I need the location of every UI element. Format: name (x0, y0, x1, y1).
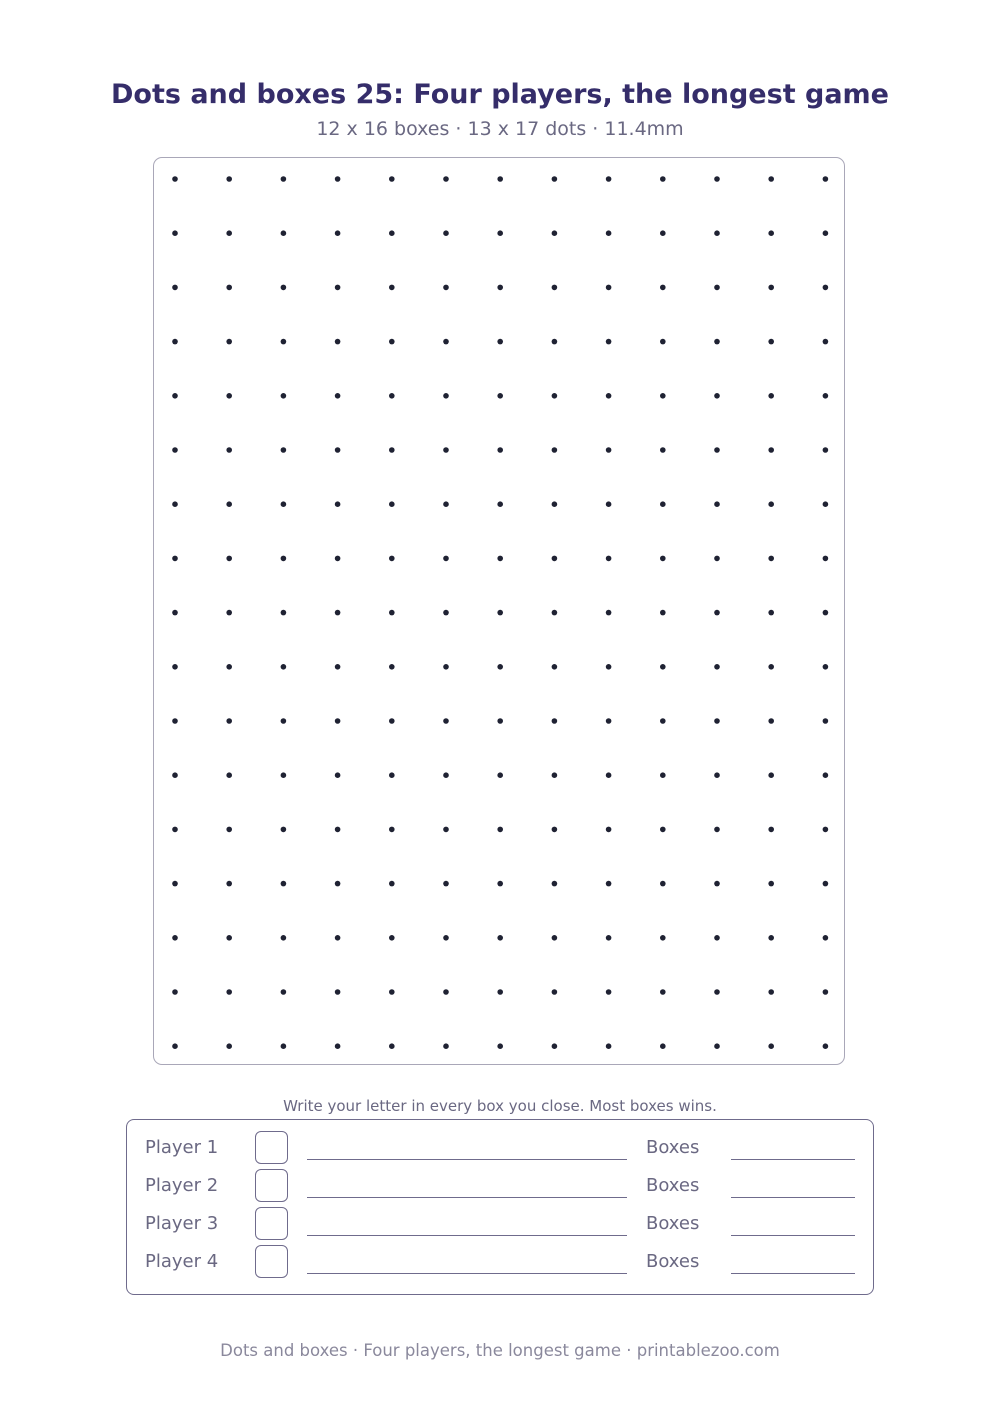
grid-dot[interactable] (497, 664, 503, 670)
grid-dot[interactable] (443, 230, 449, 236)
grid-dot[interactable] (226, 826, 232, 832)
grid-dot[interactable] (172, 284, 178, 290)
grid-dot[interactable] (280, 176, 286, 182)
grid-dot[interactable] (334, 664, 340, 670)
grid-dot[interactable] (334, 826, 340, 832)
grid-dot[interactable] (822, 555, 828, 561)
grid-dot[interactable] (334, 1043, 340, 1049)
grid-dot[interactable] (389, 393, 395, 399)
grid-dot[interactable] (497, 393, 503, 399)
grid-dot[interactable] (768, 555, 774, 561)
grid-dot[interactable] (389, 230, 395, 236)
player-letter-box[interactable] (255, 1131, 288, 1164)
grid-dot[interactable] (389, 284, 395, 290)
grid-dot[interactable] (226, 393, 232, 399)
grid-dot[interactable] (714, 230, 720, 236)
grid-dot[interactable] (822, 501, 828, 507)
boxes-label: Boxes (646, 1251, 700, 1272)
grid-dot[interactable] (768, 1043, 774, 1049)
player-row-3 (127, 1207, 875, 1241)
dot-grid[interactable] (153, 157, 845, 1065)
grid-dot[interactable] (226, 664, 232, 670)
grid-dot[interactable] (714, 826, 720, 832)
grid-dot[interactable] (497, 176, 503, 182)
grid-dot[interactable] (226, 609, 232, 615)
grid-dot[interactable] (822, 609, 828, 615)
grid-dot[interactable] (822, 176, 828, 182)
player-label: Player 1 (145, 1137, 219, 1158)
grid-dot[interactable] (768, 447, 774, 453)
grid-dot[interactable] (172, 718, 178, 724)
player-label: Player 3 (145, 1213, 219, 1234)
grid-dot[interactable] (768, 230, 774, 236)
grid-dot[interactable] (280, 555, 286, 561)
grid-dot[interactable] (714, 338, 720, 344)
grid-dot[interactable] (768, 935, 774, 941)
grid-dot[interactable] (551, 230, 557, 236)
grid-dot[interactable] (443, 284, 449, 290)
grid-dot[interactable] (497, 555, 503, 561)
boxes-count-line[interactable] (731, 1159, 855, 1160)
grid-dot[interactable] (389, 555, 395, 561)
grid-dot[interactable] (389, 989, 395, 995)
grid-dot[interactable] (497, 935, 503, 941)
grid-dot[interactable] (334, 284, 340, 290)
grid-dot[interactable] (334, 772, 340, 778)
grid-dot[interactable] (172, 826, 178, 832)
page-subtitle: 12 x 16 boxes · 13 x 17 dots · 11.4mm (316, 118, 684, 140)
grid-dot[interactable] (226, 989, 232, 995)
grid-dot[interactable] (822, 664, 828, 670)
grid-dot[interactable] (172, 772, 178, 778)
grid-dot[interactable] (334, 935, 340, 941)
grid-dot[interactable] (172, 393, 178, 399)
player-letter-box[interactable] (255, 1207, 288, 1240)
grid-dot[interactable] (280, 718, 286, 724)
boxes-count-line[interactable] (731, 1235, 855, 1236)
grid-dot[interactable] (443, 501, 449, 507)
grid-dot[interactable] (497, 989, 503, 995)
grid-dot[interactable] (660, 826, 666, 832)
player-label: Player 2 (145, 1175, 219, 1196)
grid-dot[interactable] (280, 284, 286, 290)
grid-dot[interactable] (768, 826, 774, 832)
grid-dot[interactable] (497, 501, 503, 507)
grid-dot[interactable] (226, 284, 232, 290)
grid-dot[interactable] (226, 718, 232, 724)
grid-dot[interactable] (389, 826, 395, 832)
grid-dot[interactable] (443, 176, 449, 182)
grid-dot[interactable] (605, 664, 611, 670)
grid-dot[interactable] (551, 880, 557, 886)
grid-dot[interactable] (605, 230, 611, 236)
player-row-4 (127, 1245, 875, 1279)
grid-dot[interactable] (822, 880, 828, 886)
grid-dot[interactable] (660, 935, 666, 941)
grid-dot[interactable] (443, 772, 449, 778)
grid-dot[interactable] (822, 338, 828, 344)
grid-dot[interactable] (389, 1043, 395, 1049)
grid-dot[interactable] (605, 393, 611, 399)
boxes-label: Boxes (646, 1213, 700, 1234)
boxes-label: Boxes (646, 1137, 700, 1158)
grid-dot[interactable] (497, 230, 503, 236)
grid-dot[interactable] (660, 609, 666, 615)
grid-dot[interactable] (714, 772, 720, 778)
grid-dot[interactable] (551, 989, 557, 995)
grid-dot[interactable] (714, 1043, 720, 1049)
grid-dot[interactable] (551, 1043, 557, 1049)
grid-dot[interactable] (443, 609, 449, 615)
grid-dot[interactable] (605, 826, 611, 832)
grid-dot[interactable] (551, 501, 557, 507)
grid-dot[interactable] (714, 880, 720, 886)
player-letter-box[interactable] (255, 1169, 288, 1202)
grid-dot[interactable] (389, 501, 395, 507)
grid-dot[interactable] (443, 664, 449, 670)
grid-dot[interactable] (551, 664, 557, 670)
grid-dot[interactable] (660, 176, 666, 182)
grid-dot[interactable] (605, 501, 611, 507)
grid-dot[interactable] (605, 609, 611, 615)
grid-dot[interactable] (768, 880, 774, 886)
grid-dot[interactable] (551, 338, 557, 344)
grid-dot[interactable] (605, 555, 611, 561)
grid-dot[interactable] (768, 609, 774, 615)
grid-dot[interactable] (389, 880, 395, 886)
grid-dot[interactable] (280, 230, 286, 236)
grid-dot[interactable] (226, 447, 232, 453)
grid-dot[interactable] (605, 772, 611, 778)
grid-dot[interactable] (497, 1043, 503, 1049)
grid-dot[interactable] (660, 447, 666, 453)
player-row-1 (127, 1131, 875, 1165)
grid-dot[interactable] (551, 284, 557, 290)
grid-dot[interactable] (660, 393, 666, 399)
grid-dot[interactable] (172, 935, 178, 941)
grid-dot[interactable] (226, 880, 232, 886)
grid-dot[interactable] (334, 555, 340, 561)
grid-dot[interactable] (280, 826, 286, 832)
grid-dot[interactable] (389, 338, 395, 344)
grid-dot[interactable] (714, 935, 720, 941)
grid-dot[interactable] (389, 176, 395, 182)
player-label: Player 4 (145, 1251, 219, 1272)
grid-dot[interactable] (389, 772, 395, 778)
grid-dot[interactable] (172, 555, 178, 561)
grid-dot[interactable] (172, 1043, 178, 1049)
boxes-label: Boxes (646, 1175, 700, 1196)
page-title: Dots and boxes 25: Four players, the longest game (111, 79, 889, 110)
grid-dot[interactable] (768, 338, 774, 344)
grid-dot[interactable] (605, 880, 611, 886)
grid-dot[interactable] (280, 989, 286, 995)
grid-dot[interactable] (226, 1043, 232, 1049)
grid-dot[interactable] (334, 393, 340, 399)
grid-dot[interactable] (443, 447, 449, 453)
grid-dot[interactable] (551, 393, 557, 399)
grid-dot[interactable] (334, 989, 340, 995)
grid-dot[interactable] (389, 718, 395, 724)
grid-dot[interactable] (768, 989, 774, 995)
grid-dot[interactable] (389, 447, 395, 453)
grid-dot[interactable] (551, 176, 557, 182)
grid-dot[interactable] (334, 718, 340, 724)
grid-dot[interactable] (660, 664, 666, 670)
grid-dot[interactable] (660, 989, 666, 995)
grid-dot[interactable] (280, 772, 286, 778)
page-footer: Dots and boxes · Four players, the longest game · printablezoo.com (220, 1341, 780, 1360)
grid-dot[interactable] (768, 284, 774, 290)
player-row-2 (127, 1169, 875, 1203)
grid-dot[interactable] (172, 989, 178, 995)
grid-dot[interactable] (226, 772, 232, 778)
grid-dot[interactable] (768, 772, 774, 778)
player-letter-box[interactable] (255, 1245, 288, 1278)
grid-dot[interactable] (280, 447, 286, 453)
grid-dot[interactable] (334, 230, 340, 236)
grid-dot[interactable] (822, 935, 828, 941)
grid-dot[interactable] (551, 826, 557, 832)
grid-dot[interactable] (714, 176, 720, 182)
grid-dot[interactable] (334, 176, 340, 182)
grid-dot[interactable] (822, 230, 828, 236)
grid-dot[interactable] (822, 772, 828, 778)
grid-dot[interactable] (497, 826, 503, 832)
grid-dot[interactable] (172, 880, 178, 886)
grid-dot[interactable] (226, 935, 232, 941)
grid-dot[interactable] (822, 718, 828, 724)
grid-dot[interactable] (714, 555, 720, 561)
grid-dot[interactable] (280, 935, 286, 941)
grid-dot[interactable] (172, 501, 178, 507)
grid-dot[interactable] (660, 1043, 666, 1049)
grid-dot[interactable] (822, 447, 828, 453)
scorecard (126, 1119, 874, 1295)
grid-dot[interactable] (660, 501, 666, 507)
grid-dot[interactable] (822, 393, 828, 399)
grid-dot[interactable] (605, 935, 611, 941)
grid-dot[interactable] (443, 1043, 449, 1049)
grid-dot[interactable] (714, 501, 720, 507)
grid-dot[interactable] (443, 935, 449, 941)
grid-dot[interactable] (280, 338, 286, 344)
grid-dot[interactable] (551, 718, 557, 724)
grid-dot[interactable] (768, 393, 774, 399)
grid-dot[interactable] (226, 338, 232, 344)
grid-dot[interactable] (497, 880, 503, 886)
grid-dot[interactable] (389, 935, 395, 941)
grid-dot[interactable] (334, 501, 340, 507)
grid-dot[interactable] (280, 501, 286, 507)
grid-dot[interactable] (660, 230, 666, 236)
grid-dot[interactable] (551, 447, 557, 453)
grid-dot[interactable] (172, 447, 178, 453)
grid-dot[interactable] (443, 338, 449, 344)
grid-dot[interactable] (822, 284, 828, 290)
grid-dot[interactable] (768, 176, 774, 182)
grid-dot[interactable] (172, 230, 178, 236)
boxes-count-line[interactable] (731, 1273, 855, 1274)
player-name-line[interactable] (307, 1235, 627, 1236)
grid-dot[interactable] (334, 447, 340, 453)
grid-dot[interactable] (822, 1043, 828, 1049)
grid-dot[interactable] (714, 664, 720, 670)
grid-dot[interactable] (660, 772, 666, 778)
grid-dot[interactable] (605, 718, 611, 724)
grid-dot[interactable] (714, 447, 720, 453)
grid-dot[interactable] (172, 176, 178, 182)
player-name-line[interactable] (307, 1159, 627, 1160)
grid-dot[interactable] (660, 718, 666, 724)
grid-dot[interactable] (280, 393, 286, 399)
grid-dot[interactable] (768, 718, 774, 724)
grid-dot[interactable] (660, 338, 666, 344)
grid-dot[interactable] (768, 501, 774, 507)
grid-dot[interactable] (551, 609, 557, 615)
grid-dot[interactable] (226, 230, 232, 236)
grid-dot[interactable] (497, 338, 503, 344)
grid-dot[interactable] (334, 609, 340, 615)
grid-dot[interactable] (497, 284, 503, 290)
grid-dot[interactable] (497, 772, 503, 778)
grid-dot[interactable] (172, 338, 178, 344)
grid-dot[interactable] (605, 447, 611, 453)
grid-dot[interactable] (443, 880, 449, 886)
grid-dot[interactable] (714, 393, 720, 399)
grid-dot[interactable] (280, 664, 286, 670)
grid-dot[interactable] (714, 718, 720, 724)
grid-dot[interactable] (389, 664, 395, 670)
grid-dot[interactable] (334, 338, 340, 344)
grid-dot[interactable] (226, 555, 232, 561)
grid-dot[interactable] (822, 989, 828, 995)
grid-dot[interactable] (605, 176, 611, 182)
grid-dot[interactable] (660, 284, 666, 290)
grid-dot[interactable] (497, 609, 503, 615)
grid-dot[interactable] (280, 1043, 286, 1049)
grid-dot[interactable] (226, 501, 232, 507)
grid-dot[interactable] (280, 880, 286, 886)
dot-grid-board[interactable] (153, 157, 845, 1065)
grid-dot[interactable] (443, 989, 449, 995)
player-name-line[interactable] (307, 1273, 627, 1274)
grid-dot[interactable] (389, 609, 395, 615)
grid-dot[interactable] (280, 609, 286, 615)
grid-dot[interactable] (605, 284, 611, 290)
grid-dot[interactable] (551, 935, 557, 941)
player-name-line[interactable] (307, 1197, 627, 1198)
game-instructions: Write your letter in every box you close. Most boxes wins. (283, 1097, 717, 1115)
grid-dot[interactable] (497, 718, 503, 724)
grid-dot[interactable] (605, 1043, 611, 1049)
grid-dot[interactable] (714, 989, 720, 995)
grid-dot[interactable] (172, 609, 178, 615)
grid-dot[interactable] (172, 664, 178, 670)
grid-dot[interactable] (334, 880, 340, 886)
grid-dot[interactable] (660, 555, 666, 561)
grid-dot[interactable] (768, 664, 774, 670)
grid-dot[interactable] (605, 989, 611, 995)
grid-dot[interactable] (660, 880, 666, 886)
grid-dot[interactable] (714, 284, 720, 290)
grid-dot[interactable] (605, 338, 611, 344)
grid-dot[interactable] (551, 555, 557, 561)
grid-dot[interactable] (443, 555, 449, 561)
boxes-count-line[interactable] (731, 1197, 855, 1198)
grid-dot[interactable] (226, 176, 232, 182)
grid-dot[interactable] (443, 718, 449, 724)
grid-dot[interactable] (497, 447, 503, 453)
grid-dot[interactable] (551, 772, 557, 778)
grid-dot[interactable] (714, 609, 720, 615)
grid-dot[interactable] (443, 826, 449, 832)
grid-dot[interactable] (443, 393, 449, 399)
grid-dot[interactable] (822, 826, 828, 832)
